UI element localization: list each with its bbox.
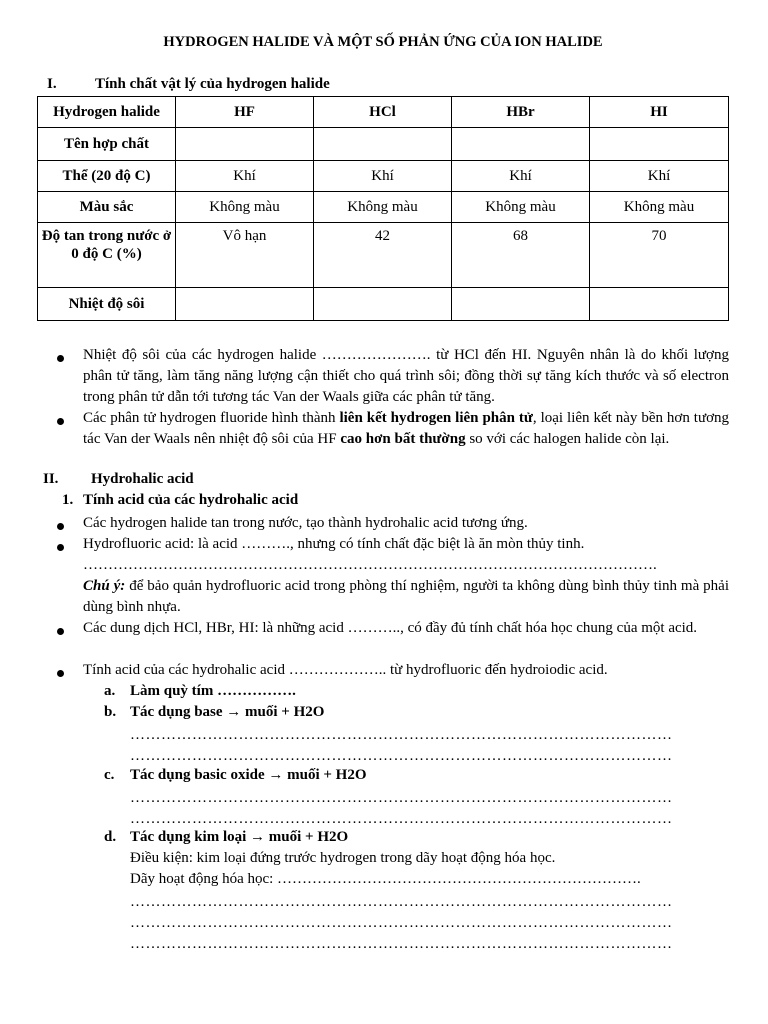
item-b-label: b. <box>104 704 117 720</box>
table-cell: Khí <box>314 161 452 192</box>
answer-dots: …………………………………………………………………………………………… <box>130 748 673 764</box>
table-cell <box>590 128 729 161</box>
hf-acid-paragraph: Hydrofluoric acid: là acid ………., nhưng có tính chất đặc biệt là ăn mòn thủy tinh. <box>83 536 585 552</box>
table-cell: 68 <box>452 223 590 288</box>
hydrogen-bond-paragraph <box>83 408 729 450</box>
row-label: Nhiệt độ sôi <box>38 288 176 321</box>
note-paragraph <box>83 576 729 618</box>
table-cell: Không màu <box>314 192 452 223</box>
section-1-heading <box>47 76 330 93</box>
note-text: để bảo quản hydrofluoric acid trong phòng thí nghiệm, người ta không dùng bình thủy tinh mà phải dùng bình nhựa. <box>83 578 729 615</box>
text-span: Các phân tử hydrogen fluoride hình thành <box>83 410 340 426</box>
row-label: Độ tan trong nước ở 0 độ C (%) <box>38 223 176 288</box>
item-d-text: Tác dụng kim loại → muối + H2O <box>130 829 349 845</box>
item-d-condition: Điều kiện: kim loại đứng trước hydrogen trong dãy hoạt động hóa học. <box>130 850 556 866</box>
table-cell <box>314 128 452 161</box>
text-span: so với các halogen halide còn lại. <box>465 431 670 447</box>
table-row <box>38 128 729 161</box>
table-cell: Khí <box>176 161 314 192</box>
answer-dots: …………………………………………………………………………………………… <box>130 936 673 952</box>
table-header: HF <box>176 97 314 128</box>
boiling-point-paragraph: Nhiệt độ sôi của các hydrogen halide …………………. từ HCl đến HI. Nguyên nhân là do khối lượng phân tử tăng, làm tăng năng lượng cận thiết cho quá trình sôi; đồng thời sự tăng kích thước và số electron trong phân tử dẫn tới tương tác Van der Waals giữa các phân tử tăng. <box>83 347 729 405</box>
table-row <box>38 288 729 321</box>
section-2-heading <box>43 471 194 488</box>
table-header-row <box>38 97 729 128</box>
answer-dots: ……………………………………………………………………………………………………. <box>83 557 657 573</box>
text-span: , loại liên kết này bền hơn tương tác Van der Waals nên nhiệt độ sôi của HF <box>83 410 730 447</box>
properties-table <box>37 96 729 321</box>
bullet-icon <box>57 518 59 535</box>
answer-dots: …………………………………………………………………………………………… <box>130 915 673 931</box>
table-cell: Khí <box>590 161 729 192</box>
table-cell <box>176 128 314 161</box>
subsection-1-number: 1. <box>62 492 74 508</box>
table-row <box>38 192 729 223</box>
document-title: HYDROGEN HALIDE VÀ MỘT SỐ PHẢN ỨNG CỦA ION HALIDE <box>163 34 603 50</box>
bullet-icon <box>57 539 59 556</box>
table-header: HCl <box>314 97 452 128</box>
table-cell <box>314 288 452 321</box>
table-cell: Không màu <box>176 192 314 223</box>
table-cell: Không màu <box>590 192 729 223</box>
bullet-icon <box>57 350 59 367</box>
bullet-icon <box>57 665 59 682</box>
answer-dots: …………………………………………………………………………………………… <box>130 790 673 806</box>
strong-acid-paragraph: Các dung dịch HCl, HBr, HI: là những acid ……….., có đầy đủ tính chất hóa học chung của một acid. <box>83 620 698 636</box>
table-header: HBr <box>452 97 590 128</box>
subsection-1-label: Tính acid của các hydrohalic acid <box>83 492 299 508</box>
item-a-text: Làm quỳ tím ……………. <box>130 683 296 699</box>
table-cell <box>176 288 314 321</box>
row-label: Tên hợp chất <box>38 128 176 161</box>
activity-series-line: Dãy hoạt động hóa học: ………………………………………………………………. <box>130 871 641 887</box>
answer-dots: …………………………………………………………………………………………… <box>130 727 673 743</box>
answer-dots: …………………………………………………………………………………………… <box>130 811 673 827</box>
item-b-text: Tác dụng base → muối + H2O <box>130 704 325 720</box>
table-cell <box>452 288 590 321</box>
bullet-icon <box>57 623 59 640</box>
table-cell <box>590 288 729 321</box>
table-cell: 70 <box>590 223 729 288</box>
answer-dots: …………………………………………………………………………………………… <box>130 894 673 910</box>
row-label: Thể (20 độ C) <box>38 161 176 192</box>
acid-strength-paragraph: Tính acid của các hydrohalic acid ……………….. từ hydrofluoric đến hydroiodic acid. <box>83 662 608 678</box>
bold-text: liên kết hydrogen liên phân tử <box>339 410 533 426</box>
table-cell: Khí <box>452 161 590 192</box>
bold-text: cao hơn bất thường <box>340 431 466 447</box>
section-1-label: Tính chất vật lý của hydrogen halide <box>95 76 330 92</box>
bullet-icon <box>57 413 59 430</box>
item-d-label: d. <box>104 829 117 845</box>
table-cell <box>452 128 590 161</box>
subsection-1-heading <box>62 492 298 509</box>
table-cell: Không màu <box>452 192 590 223</box>
item-a-label: a. <box>104 683 116 699</box>
item-c-label: c. <box>104 767 115 783</box>
row-label: Màu sắc <box>38 192 176 223</box>
section-2-number: II. <box>43 471 59 487</box>
dissolve-paragraph: Các hydrogen halide tan trong nước, tạo thành hydrohalic acid tương ứng. <box>83 515 528 531</box>
note-label: Chú ý: <box>83 578 126 594</box>
table-cell: 42 <box>314 223 452 288</box>
table-cell: Vô hạn <box>176 223 314 288</box>
table-row <box>38 161 729 192</box>
table-header: HI <box>590 97 729 128</box>
table-header: Hydrogen halide <box>38 97 176 128</box>
table-row <box>38 223 729 288</box>
section-2-label: Hydrohalic acid <box>91 471 194 487</box>
item-c-text: Tác dụng basic oxide → muối + H2O <box>130 767 367 783</box>
section-1-number: I. <box>47 76 57 92</box>
